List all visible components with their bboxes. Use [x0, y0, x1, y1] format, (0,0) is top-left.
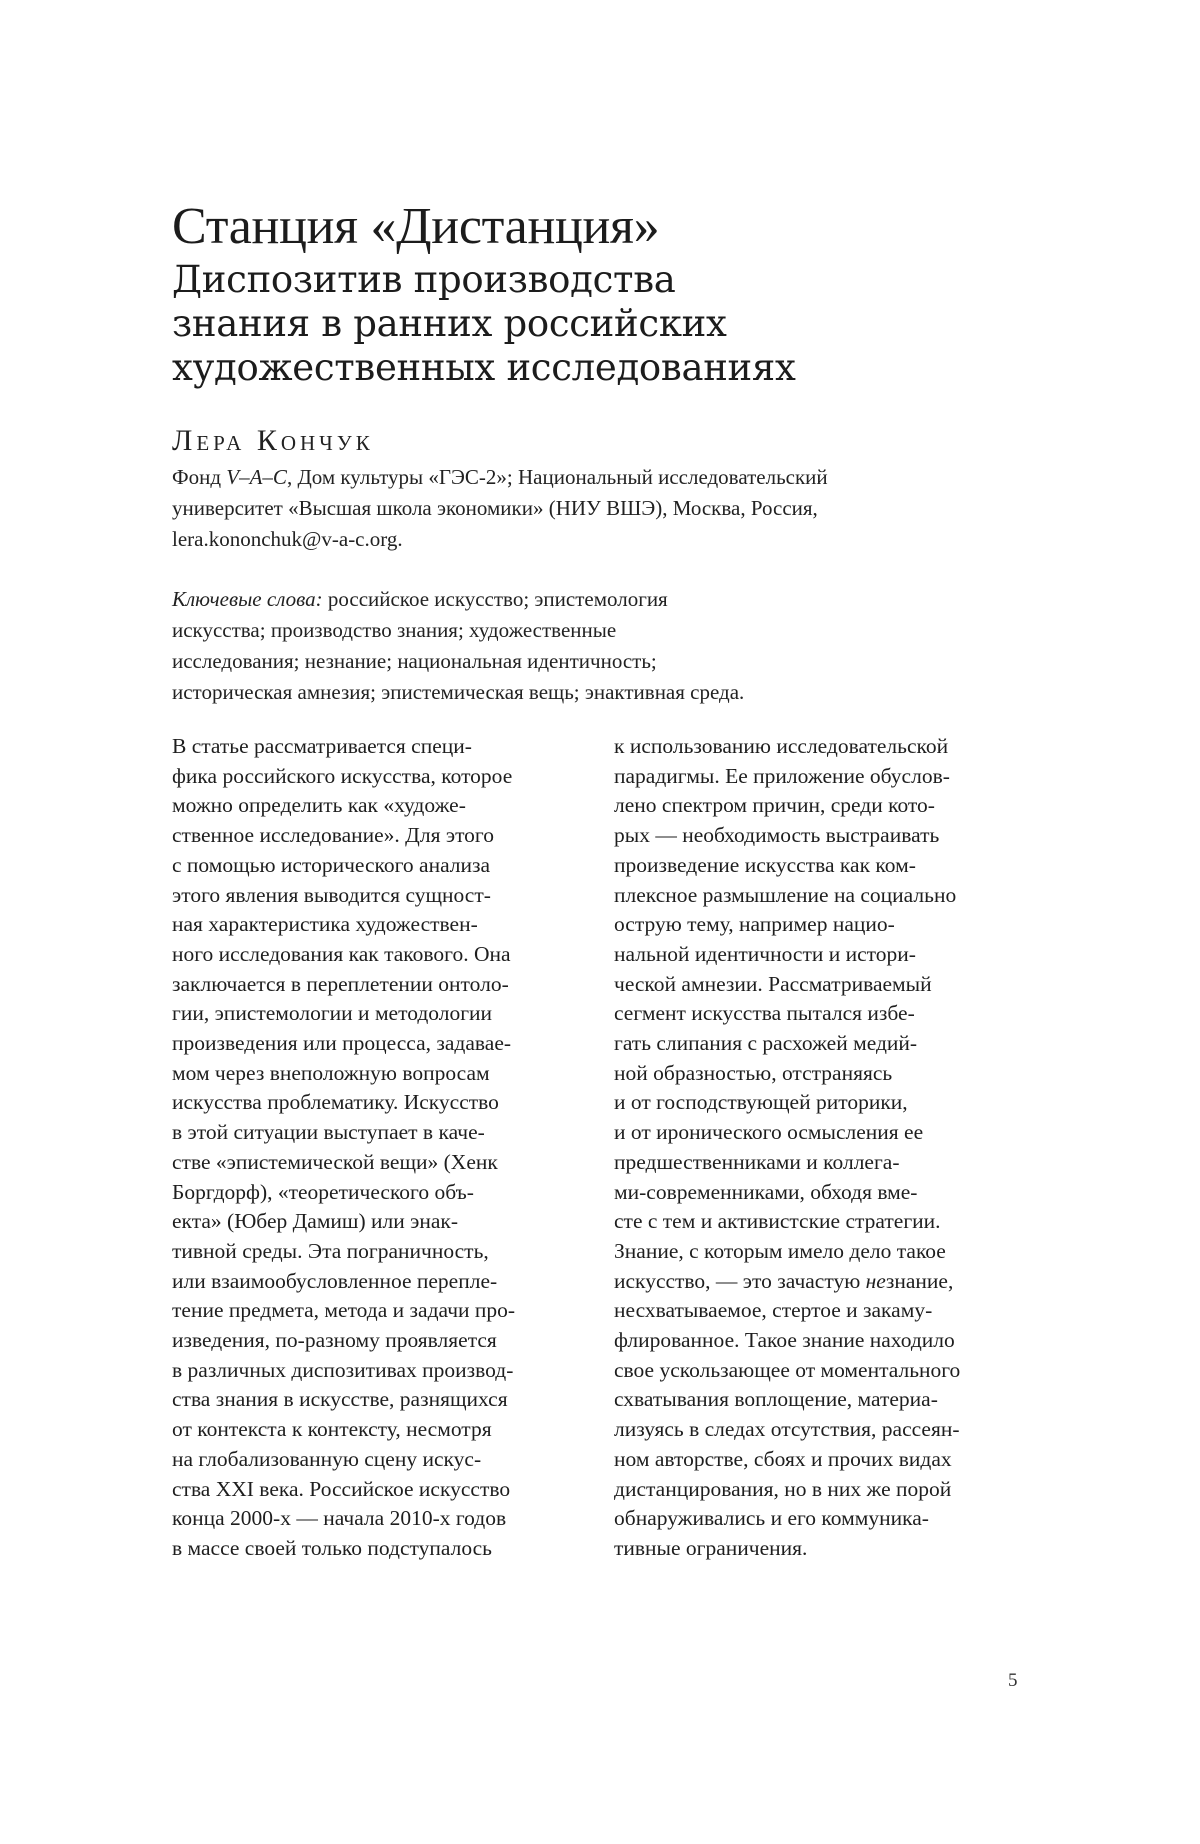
- abstract-text: знание,: [885, 1268, 954, 1293]
- abstract-line: парадигмы. Ее приложение обуслов-: [614, 763, 950, 788]
- abstract-line: или взаимообусловленное перепле-: [172, 1268, 498, 1293]
- abstract-line: несхватываемое, стертое и закаму-: [614, 1298, 933, 1323]
- keywords-line: исследования; незнание; национальная идентичность;: [172, 649, 657, 673]
- affiliation-rest: , Дом культуры «ГЭС-2»; Национальный исследовательский: [286, 465, 828, 489]
- subtitle-line: Диспозитив производства: [172, 258, 676, 301]
- article-title: Станция «Дистанция»: [172, 198, 660, 255]
- abstract-line: с помощью исторического анализа: [172, 852, 491, 877]
- abstract-line: дистанцирования, но в них же порой: [614, 1476, 952, 1501]
- abstract-line: конца 2000-х — начала 2010-х годов: [172, 1506, 507, 1531]
- page-number: 5: [1008, 1670, 1018, 1691]
- keywords-line: искусства; производство знания; художественные: [172, 618, 617, 642]
- abstract-line: ческой амнезии. Рассматриваемый: [614, 971, 932, 996]
- author-email: lera.kononchuk@v-a-c.org.: [172, 527, 403, 551]
- abstract-line: ственное исследование». Для этого: [172, 823, 494, 848]
- abstract-line: в массе своей только подступалось: [172, 1535, 492, 1560]
- affiliation-prefix: Фонд: [172, 465, 227, 489]
- abstract-line: флированное. Такое знание находило: [614, 1328, 955, 1353]
- abstract-line: тивные ограничения.: [614, 1535, 808, 1560]
- abstract-line: в этой ситуации выступает в каче-: [172, 1120, 485, 1145]
- abstract-line: нальной идентичности и истори-: [614, 941, 916, 966]
- abstract-line: гать слипания с расхожей медий-: [614, 1031, 918, 1056]
- abstract-line: острую тему, например нацио-: [614, 912, 895, 937]
- abstract-line: ная характеристика художествен-: [172, 912, 478, 937]
- abstract-line: тение предмета, метода и задачи про-: [172, 1298, 516, 1323]
- abstract-line: ном авторстве, сбоях и прочих видах: [614, 1446, 952, 1471]
- abstract-line: и от иронического осмысления ее: [614, 1120, 924, 1145]
- subtitle-line: художественных исследованиях: [172, 346, 796, 389]
- abstract-line: стве «эпистемической вещи» (Хенк: [172, 1149, 498, 1174]
- abstract-line: произведения или процесса, задавае-: [172, 1031, 512, 1056]
- abstract-line: изведения, по-разному проявляется: [172, 1328, 497, 1353]
- abstract-line: В статье рассматривается специ-: [172, 734, 472, 758]
- abstract-line: обнаруживались и его коммуника-: [614, 1506, 929, 1531]
- abstract-line: этого явления выводится сущност-: [172, 882, 491, 907]
- abstract-text: искусство, — это зачастую: [614, 1268, 866, 1293]
- abstract-line: лено спектром причин, среди кото-: [614, 793, 935, 818]
- abstract-line: от контекста к контексту, несмотря: [172, 1417, 492, 1442]
- abstract-line: мом через внеположную вопросам: [172, 1060, 490, 1085]
- affiliation-line: [172, 462, 1032, 493]
- abstract-line: ства знания в искусстве, разнящихся: [172, 1387, 508, 1412]
- abstract-line: фика российского искусства, которое: [172, 763, 513, 788]
- abstract-line: Знание, с которым имело дело такое: [614, 1238, 946, 1263]
- abstract-line: предшественниками и коллега-: [614, 1149, 900, 1174]
- abstract-line: ми-современниками, обходя вме-: [614, 1179, 918, 1204]
- keywords-label: Ключевые слова:: [172, 587, 323, 611]
- abstract-line: ства XXI века. Российское искусство: [172, 1476, 511, 1501]
- affiliation-line: университет «Высшая школа экономики» (НИУ ВШЭ), Москва, Россия,: [172, 496, 818, 520]
- keywords-text: российское искусство; эпистемология: [322, 587, 668, 611]
- abstract-line: в различных диспозитивах производ-: [172, 1357, 514, 1382]
- abstract-line: заключается в переплетении онтоло-: [172, 971, 509, 996]
- abstract-line: свое ускользающее от моментального: [614, 1357, 961, 1382]
- abstract-line: тивной среды. Эта пограничность,: [172, 1238, 489, 1263]
- abstract-line: произведение искусства как ком-: [614, 852, 916, 877]
- abstract-line: сте с тем и активистские стратегии.: [614, 1209, 941, 1234]
- emphasis-text: не: [865, 1268, 886, 1293]
- article-subtitle: [172, 258, 796, 390]
- abstract-line: лизуясь в следах отсутствия, рассеян-: [614, 1417, 960, 1442]
- abstract-line: можно определить как «художе-: [172, 793, 466, 818]
- abstract-line: плексное размышление на социально: [614, 882, 957, 907]
- abstract-line: на глобализованную сцену искус-: [172, 1446, 482, 1471]
- keywords-line: историческая амнезия; эпистемическая вещь; энактивная среда.: [172, 680, 745, 704]
- keywords-line: [172, 584, 1032, 615]
- abstract-line: [614, 1267, 1034, 1297]
- abstract-line: к использованию исследовательской: [614, 734, 949, 758]
- abstract-column-right: [614, 732, 1034, 1564]
- abstract-line: ного исследования как такового. Она: [172, 941, 511, 966]
- abstract-line: искусства проблематику. Искусство: [172, 1090, 499, 1115]
- abstract-line: и от господствующей риторики,: [614, 1090, 908, 1115]
- abstract-line: екта» (Юбер Дамиш) или энак-: [172, 1209, 459, 1234]
- abstract-line: рых — необходимость выстраивать: [614, 823, 940, 848]
- foundation-name: V–A–C: [226, 465, 287, 489]
- subtitle-line: знания в ранних российских: [172, 302, 727, 345]
- abstract-line: сегмент искусства пытался избе-: [614, 1001, 915, 1026]
- abstract-line: схватывания воплощение, материа-: [614, 1387, 938, 1412]
- keywords-block: [172, 584, 1032, 708]
- abstract-line: Боргдорф), «теоретического объ-: [172, 1179, 474, 1204]
- author-name: Лера Кончук: [172, 424, 374, 457]
- abstract-column-left: [172, 732, 587, 1564]
- abstract-line: гии, эпистемологии и методологии: [172, 1001, 493, 1026]
- abstract-line: ной образностью, отстраняясь: [614, 1060, 893, 1085]
- author-affiliation: [172, 462, 1032, 555]
